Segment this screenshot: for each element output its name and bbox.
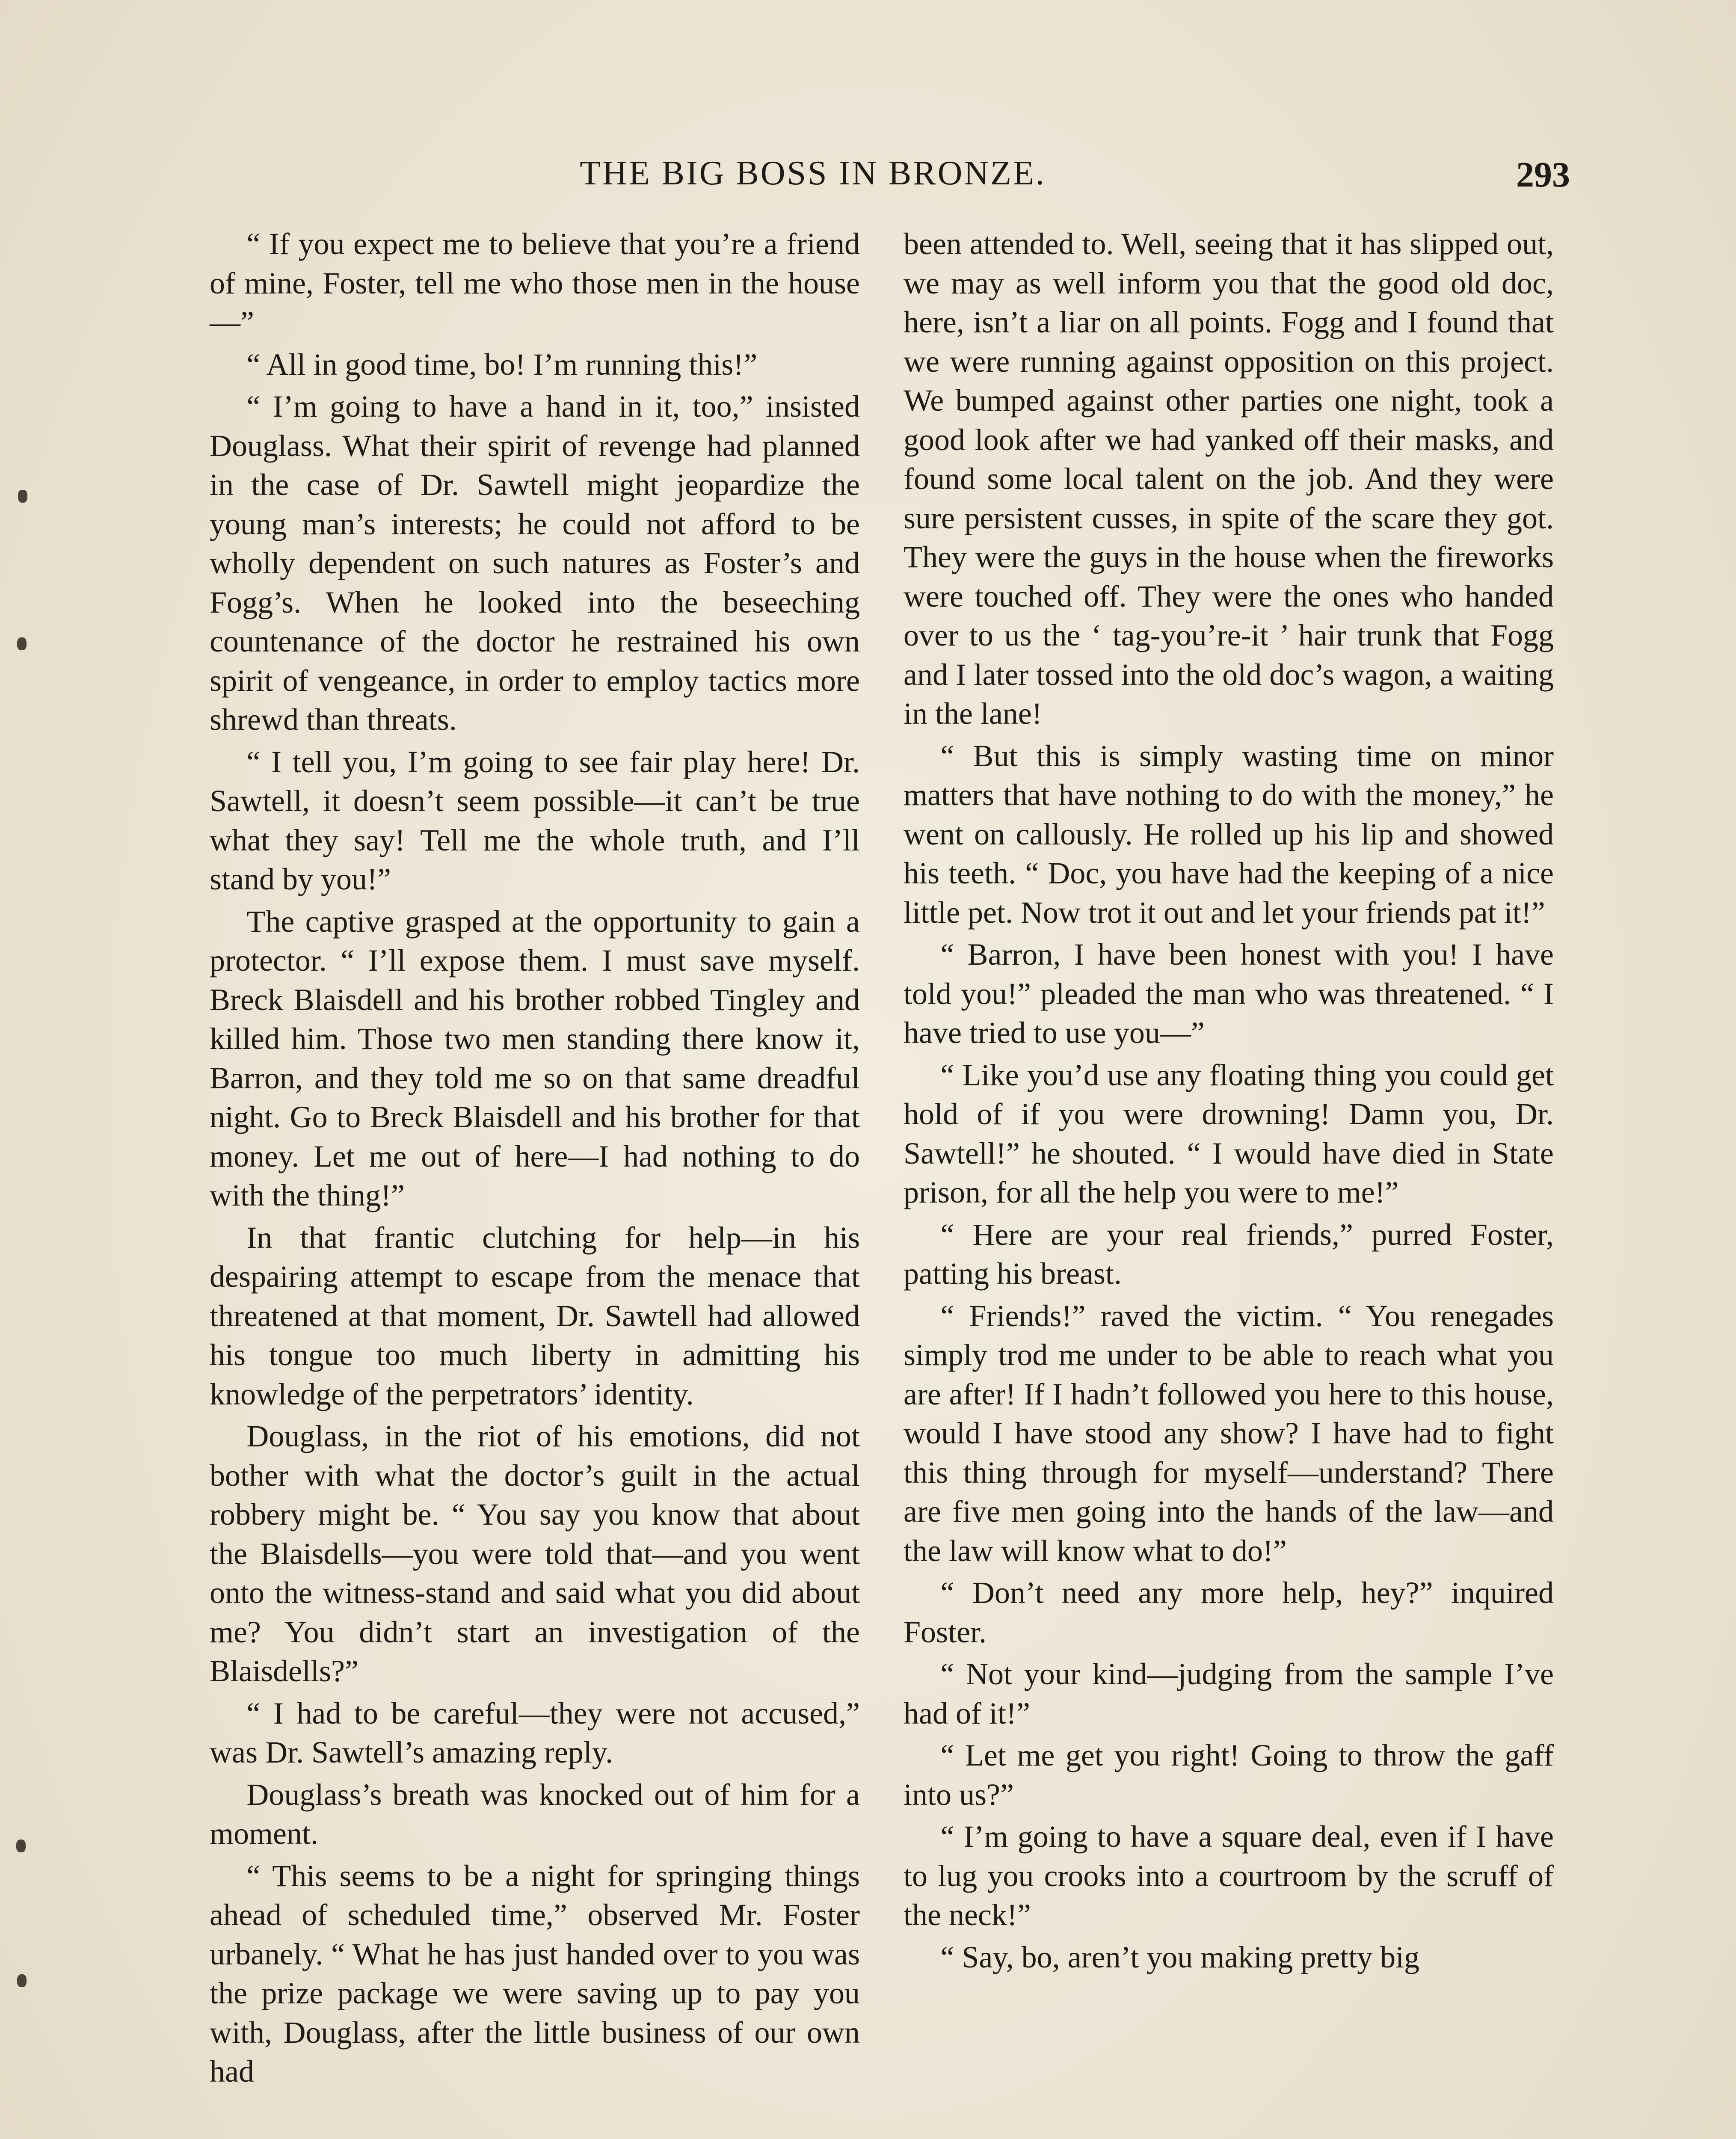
- binding-hole-mark: [17, 1974, 27, 1987]
- paragraph: “ I’m going to have a hand in it, too,” insisted Douglass. What their spirit of revenge had planned in the case of Dr. Sawtell might jeopardize the young man’s interests; he could not afford to be wholly dependent on such natures as Foster’s and Fogg’s. When he looked into the beseeching countenance of the doctor he restrained his own spirit of vengeance, in order to employ tactics more shrewd than threats.: [210, 389, 860, 737]
- paragraph: “ I tell you, I’m going to see fair play here! Dr. Sawtell, it doesn’t seem possible—it can’t be true what they say! Tell me the whole truth, and I’ll stand by you!”: [210, 744, 860, 896]
- paragraph: “ But this is simply wasting time on minor matters that have nothing to do with the money,” he went on callously. He rolled up his lip and showed his teeth. “ Doc, you have had the keeping of a nice little pet. Now trot it out and let your friends pat it!”: [904, 738, 1554, 930]
- binding-hole-mark: [16, 1840, 26, 1852]
- paragraph: “ All in good time, bo! I’m running this!”: [246, 347, 758, 382]
- paragraph: Douglass’s breath was knocked out of him for a moment.: [210, 1777, 860, 1851]
- page-number: 293: [1516, 155, 1570, 195]
- binding-hole-mark: [17, 637, 27, 650]
- paragraph: “ Let me get you right! Going to throw the gaff into us?”: [904, 1738, 1554, 1812]
- binding-hole-mark: [18, 490, 27, 503]
- paragraph: “ If you expect me to believe that you’re a friend of mine, Foster, tell me who those men in the house—”: [210, 227, 860, 339]
- paragraph: “ I had to be careful—they were not accused,” was Dr. Sawtell’s amazing reply.: [210, 1696, 860, 1769]
- paragraph: “ Here are your real friends,” purred Foster, patting his breast.: [904, 1217, 1554, 1291]
- page-header: [0, 145, 1736, 193]
- paragraph: “ This seems to be a night for springing things ahead of scheduled time,” observed Mr. Foster urbanely. “ What he has just handed over to you was the prize package we were saving up to pay you with, Douglass, after the little business of our own had: [210, 1858, 860, 2089]
- paragraph: “ Friends!” raved the victim. “ You renegades simply trod me under to be able to reach what you are after! If I hadn’t followed you here to this house, would I have stood any show? I have had to fight this thing through for myself—understand? There are five men going into the hands of the law—and the law will know what to do!”: [904, 1298, 1554, 1568]
- left-text-column: [210, 225, 860, 2095]
- paragraph: In that frantic clutching for help—in his despairing attempt to escape from the menace that threatened at that moment, Dr. Sawtell had allowed his tongue too much liberty in admitting his knowledge of the perpetrators’ identity.: [210, 1220, 860, 1411]
- paragraph: The captive grasped at the opportunity to gain a protector. “ I’ll expose them. I must save myself. Breck Blaisdell and his brother robbed Tingley and killed him. Those two men standing there know it, Barron, and they told me so on that same dreadful night. Go to Breck Blaisdell and his brother for that money. Let me out of here—I had nothing to do with the thing!”: [210, 904, 860, 1212]
- paragraph: “ Not your kind—judging from the sample I’ve had of it!”: [904, 1657, 1554, 1730]
- paragraph: “ I’m going to have a square deal, even if I have to lug you crooks into a courtroom by the scruff of the neck!”: [904, 1819, 1554, 1932]
- paragraph: Douglass, in the riot of his emotions, did not bother with what the doctor’s guilt in the actual robbery might be. “ You say you know that about the Blaisdells—you were told that—and you went onto the witness-stand and said what you did about me? You didn’t start an investigation of the Blaisdells?”: [210, 1419, 860, 1688]
- running-title: THE BIG BOSS IN BRONZE.: [580, 154, 1046, 192]
- paragraph: “ Barron, I have been honest with you! I have told you!” pleaded the man who was threatened. “ I have tried to use you—”: [904, 937, 1554, 1050]
- right-text-column: [904, 225, 1554, 1980]
- paragraph: “ Like you’d use any floating thing you could get hold of if you were drowning! Damn you, Dr. Sawtell!” he shouted. “ I would have died in State prison, for all the help you were to me!”: [904, 1058, 1554, 1209]
- paragraph: “ Don’t need any more help, hey?” inquired Foster.: [904, 1576, 1554, 1649]
- paragraph: been attended to. Well, seeing that it has slipped out, we may as well inform you that the good old doc, here, isn’t a liar on all points. Fogg and I found that we were running against opposition on this project. We bumped against other parties one night, took a good look after we had yanked off their masks, and found some local talent on the job. And they were sure persistent cusses, in spite of the scare they got. They were the guys in the house when the fireworks were touched off. They were the ones who handed over to us the ‘ tag-you’re-it ’ hair trunk that Fogg and I later tossed into the old doc’s wagon, a waiting in the lane!: [904, 227, 1554, 731]
- paragraph: “ Say, bo, aren’t you making pretty big: [940, 1940, 1420, 1974]
